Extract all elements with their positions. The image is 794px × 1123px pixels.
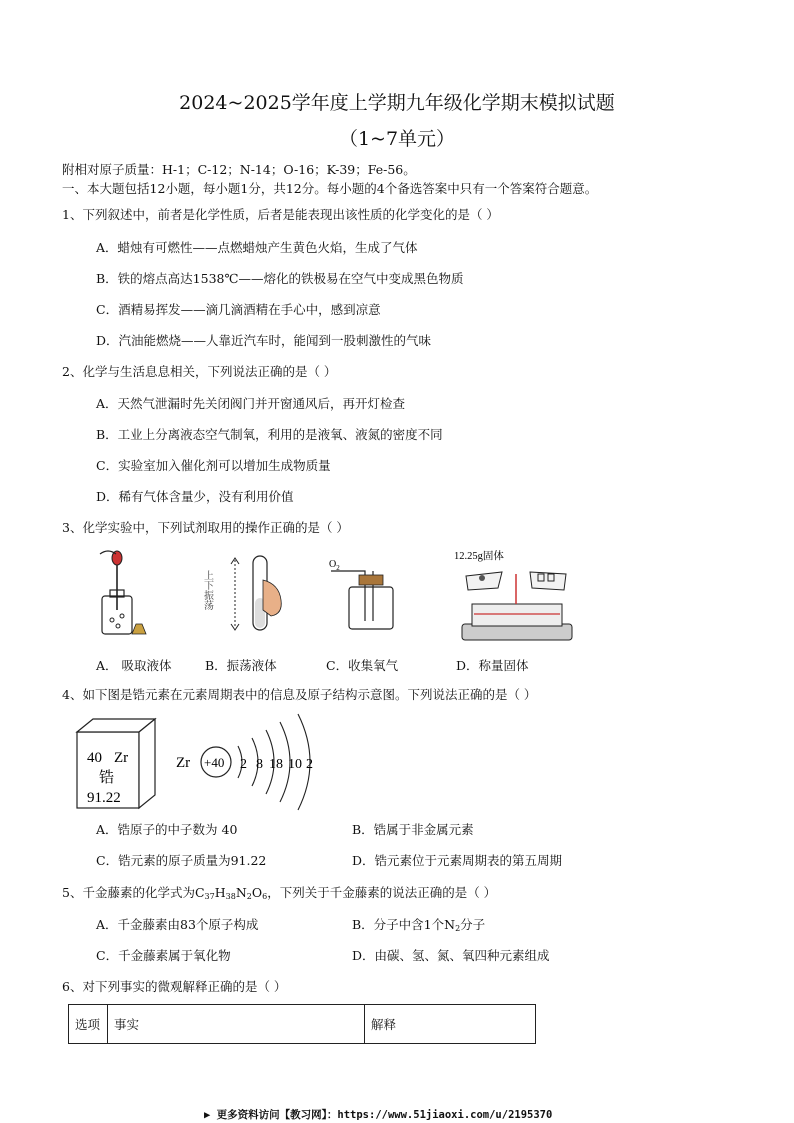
q2-option-d: D．稀有气体含量少，没有利用价值 (96, 489, 294, 504)
q6-table (68, 1004, 536, 1044)
atom-symbol: Zr (176, 755, 191, 771)
q6-stem: 6、对下列事实的微观解释正确的是（ ） (62, 979, 287, 994)
atomic-structure-diagram (176, 712, 324, 812)
q4-option-d: D．锆元素位于元素周期表的第五周期 (352, 853, 563, 868)
q5-h: H (214, 885, 226, 900)
fig-c-o-label: O (329, 559, 337, 570)
q4-option-b: B．锆属于非金属元素 (352, 822, 474, 837)
page-title: 2024~2025学年度上学期九年级化学期末模拟试题 (179, 92, 615, 114)
table-header-option: 选项 (69, 1005, 108, 1044)
q1-option-a: A．蜡烛有可燃性——点燃蜡烛产生黄色火焰，生成了气体 (96, 240, 418, 255)
table-header-explanation: 解释 (365, 1005, 536, 1044)
gas-collection-figure (325, 555, 395, 635)
q5-option-b-sub: 2 (455, 924, 461, 933)
atomic-masses: 附相对原子质量：H-1；C-12；N-14；O-16；K-39；Fe-56。 (62, 162, 416, 177)
q3-option-b: B．振荡液体 (205, 658, 277, 673)
shell-3: 18 (269, 757, 283, 772)
q1-stem: 1、下列叙述中，前者是化学性质，后者是能表现出该性质的化学变化的是（ ） (62, 207, 499, 222)
fig-b-label: 上下振荡 (201, 570, 213, 610)
q5-stem-pre: 5、千金藤素的化学式为C (62, 885, 205, 900)
q3-option-a: A． 吸取液体 (96, 658, 172, 673)
table-header-fact: 事实 (108, 1005, 365, 1044)
element-mass: 91.22 (87, 790, 121, 806)
shell-2: 8 (256, 757, 263, 772)
q5-stem (62, 885, 496, 905)
q5-sub-n: 2 (246, 892, 252, 901)
atom-nucleus: +40 (204, 755, 225, 770)
shell-1: 2 (240, 757, 247, 772)
q1-option-b: B．铁的熔点高达1538℃——熔化的铁极易在空气中变成黑色物质 (96, 271, 464, 286)
page-subtitle: （1~7单元） (338, 128, 456, 150)
q4-option-a: A．锆原子的中子数为 40 (96, 822, 238, 837)
q3-option-c: C．收集氧气 (326, 658, 399, 673)
q2-option-a: A．天然气泄漏时先关闭阀门并开窗通风后，再开灯检查 (96, 396, 406, 411)
q5-sub-c: 37 (204, 892, 215, 901)
q5-option-b (352, 917, 485, 937)
fig-c-o-subscript: 2 (336, 564, 340, 572)
q1-option-d: D．汽油能燃烧——人靠近汽车时，能闻到一股刺激性的气味 (96, 333, 432, 348)
q5-stem-post: ，下列关于千金藤素的说法正确的是（ ） (267, 885, 497, 900)
table-row (69, 1005, 536, 1044)
dropper-figure (82, 548, 152, 644)
fig-d-label: 12.25g固体 (454, 551, 504, 562)
element-name: 锆 (99, 770, 115, 786)
q1-option-c: C．酒精易挥发——滴几滴酒精在手心中，感到凉意 (96, 302, 381, 317)
q4-stem: 4、如下图是锆元素在元素周期表中的信息及原子结构示意图。下列说法正确的是（ ） (62, 687, 537, 702)
element-number: 40 (87, 750, 102, 766)
q3-stem: 3、化学实验中，下列试剂取用的操作正确的是（ ） (62, 520, 349, 535)
q5-option-b-pre: B．分子中含1个N (352, 917, 456, 932)
element-symbol: Zr (114, 750, 129, 766)
svg-text:O2 (329, 559, 340, 572)
element-card (76, 718, 158, 810)
footer-link[interactable]: ▶ 更多资料访问【教习网】：https://www.51jiaoxi.com/u/2195370 (204, 1109, 553, 1121)
q5-n: N (235, 885, 247, 900)
q3-option-d: D．称量固体 (456, 658, 529, 673)
q5-option-c: C．千金藤素属于氧化物 (96, 948, 231, 963)
shell-5: 2 (306, 757, 313, 772)
shaking-figure (201, 550, 285, 640)
q5-sub-h: 38 (225, 892, 236, 901)
section-instructions: 一、本大题包括12小题，每小题1分，共12分。每小题的4个备选答案中只有一个答案符合题意。 (62, 181, 598, 196)
q5-sub-o: 6 (262, 892, 268, 901)
q2-option-b: B．工业上分离液态空气制氧，利用的是液氧、液氮的密度不同 (96, 427, 443, 442)
q4-option-c: C．锆元素的原子质量为91.22 (96, 853, 267, 868)
q2-stem: 2、化学与生活息息相关，下列说法正确的是（ ） (62, 364, 337, 379)
q5-option-d: D．由碳、氢、氮、氧四种元素组成 (352, 948, 550, 963)
shell-4: 10 (288, 757, 302, 772)
q5-option-a: A．千金藤素由83个原子构成 (96, 917, 259, 932)
q5-option-b-post: 分子 (460, 917, 486, 932)
q5-o: O (251, 885, 263, 900)
balance-figure (452, 548, 578, 644)
q2-option-c: C．实验室加入催化剂可以增加生成物质量 (96, 458, 331, 473)
